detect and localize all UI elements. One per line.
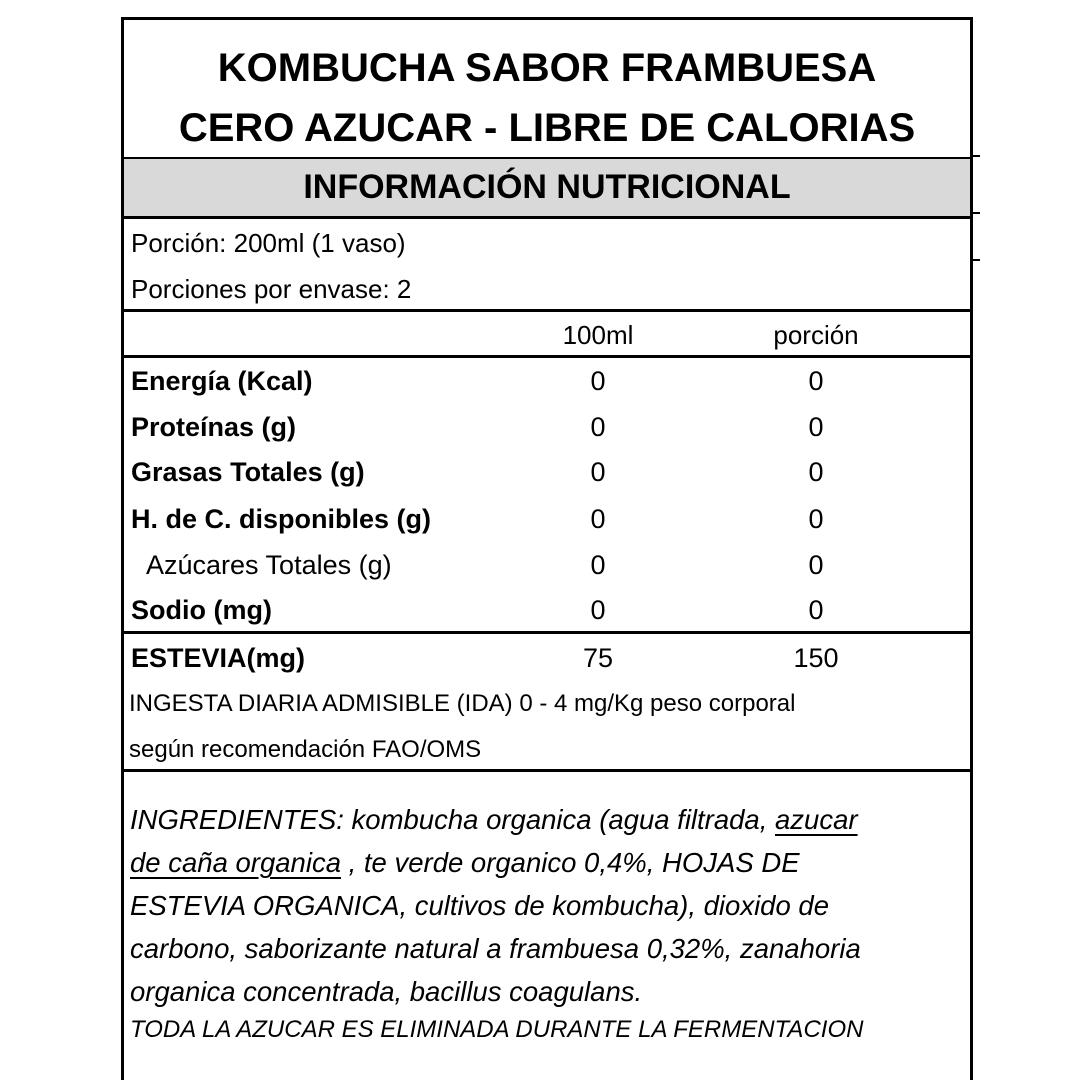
ingredients-line: INGREDIENTES: kombucha organica (agua filtrada, (130, 804, 776, 835)
nutrient-label: Sodio (mg) (131, 595, 272, 625)
ingredients-text (130, 798, 960, 1013)
fermentation-note: TODA LA AZUCAR ES ELIMINADA DURANTE LA FERMENTACION (130, 1016, 864, 1043)
product-title-line2: CERO AZUCAR - LIBRE DE CALORIAS (178, 106, 916, 150)
nutrient-label: H. de C. disponibles (g) (131, 504, 432, 534)
nutrient-label: Grasas Totales (g) (131, 457, 365, 487)
edge-mark (970, 155, 980, 157)
ida-source: según recomendación FAO/OMS (129, 736, 482, 763)
ida-note: INGESTA DIARIA ADMISIBLE (IDA) 0 - 4 mg/Kg peso corporal (129, 690, 796, 717)
ingredients-line: organica concentrada, bacillus coagulans. (130, 976, 643, 1007)
nutrient-value-100ml: 0 (590, 412, 606, 442)
nutrient-value-100ml: 0 (590, 504, 606, 534)
ingredients-line: carbono, saborizante natural a frambuesa 0,32%, zanahoria (130, 933, 861, 964)
nutrient-value-portion: 0 (808, 457, 824, 487)
divider (124, 769, 970, 772)
product-title (124, 38, 970, 158)
divider (124, 309, 970, 312)
stevia-value-100ml: 75 (582, 643, 614, 673)
edge-mark (970, 259, 980, 261)
stevia-value-portion: 150 (793, 643, 839, 673)
ingredients-underlined: azucar (775, 804, 858, 835)
nutrient-value-portion: 0 (808, 504, 824, 534)
divider (124, 216, 970, 219)
nutrient-value-100ml: 0 (590, 457, 606, 487)
nutrient-value-portion: 0 (808, 366, 824, 396)
edge-mark (970, 212, 980, 214)
divider (124, 355, 970, 358)
nutrient-label: Energía (Kcal) (131, 366, 313, 396)
serving-size: Porción: 200ml (1 vaso) (131, 228, 406, 258)
nutrient-sublabel: Azúcares Totales (g) (146, 550, 392, 580)
ingredients-underlined: de caña organica (130, 847, 341, 878)
nutrient-value-100ml: 0 (590, 366, 606, 396)
product-title-line1: KOMBUCHA SABOR FRAMBUESA (217, 46, 877, 90)
nutrient-value-portion: 0 (808, 595, 824, 625)
stevia-label: ESTEVIA(mg) (131, 643, 306, 673)
column-header-100ml: 100ml (562, 320, 634, 350)
nutrient-value-100ml: 0 (590, 550, 606, 580)
nutrient-value-portion: 0 (808, 550, 824, 580)
nutrient-label: Proteínas (g) (131, 412, 297, 442)
column-header-portion: porción (773, 320, 859, 350)
nutrient-value-100ml: 0 (590, 595, 606, 625)
nutrition-header: INFORMACIÓN NUTRICIONAL (124, 159, 970, 216)
ingredients-line: , te verde organico 0,4%, HOJAS DE (341, 847, 800, 878)
divider (124, 631, 970, 634)
nutrient-value-portion: 0 (808, 412, 824, 442)
servings-per-container: Porciones por envase: 2 (131, 274, 412, 304)
nutrition-label (121, 17, 973, 1080)
ingredients-line: ESTEVIA ORGANICA, cultivos de kombucha), dioxido de (130, 890, 829, 921)
